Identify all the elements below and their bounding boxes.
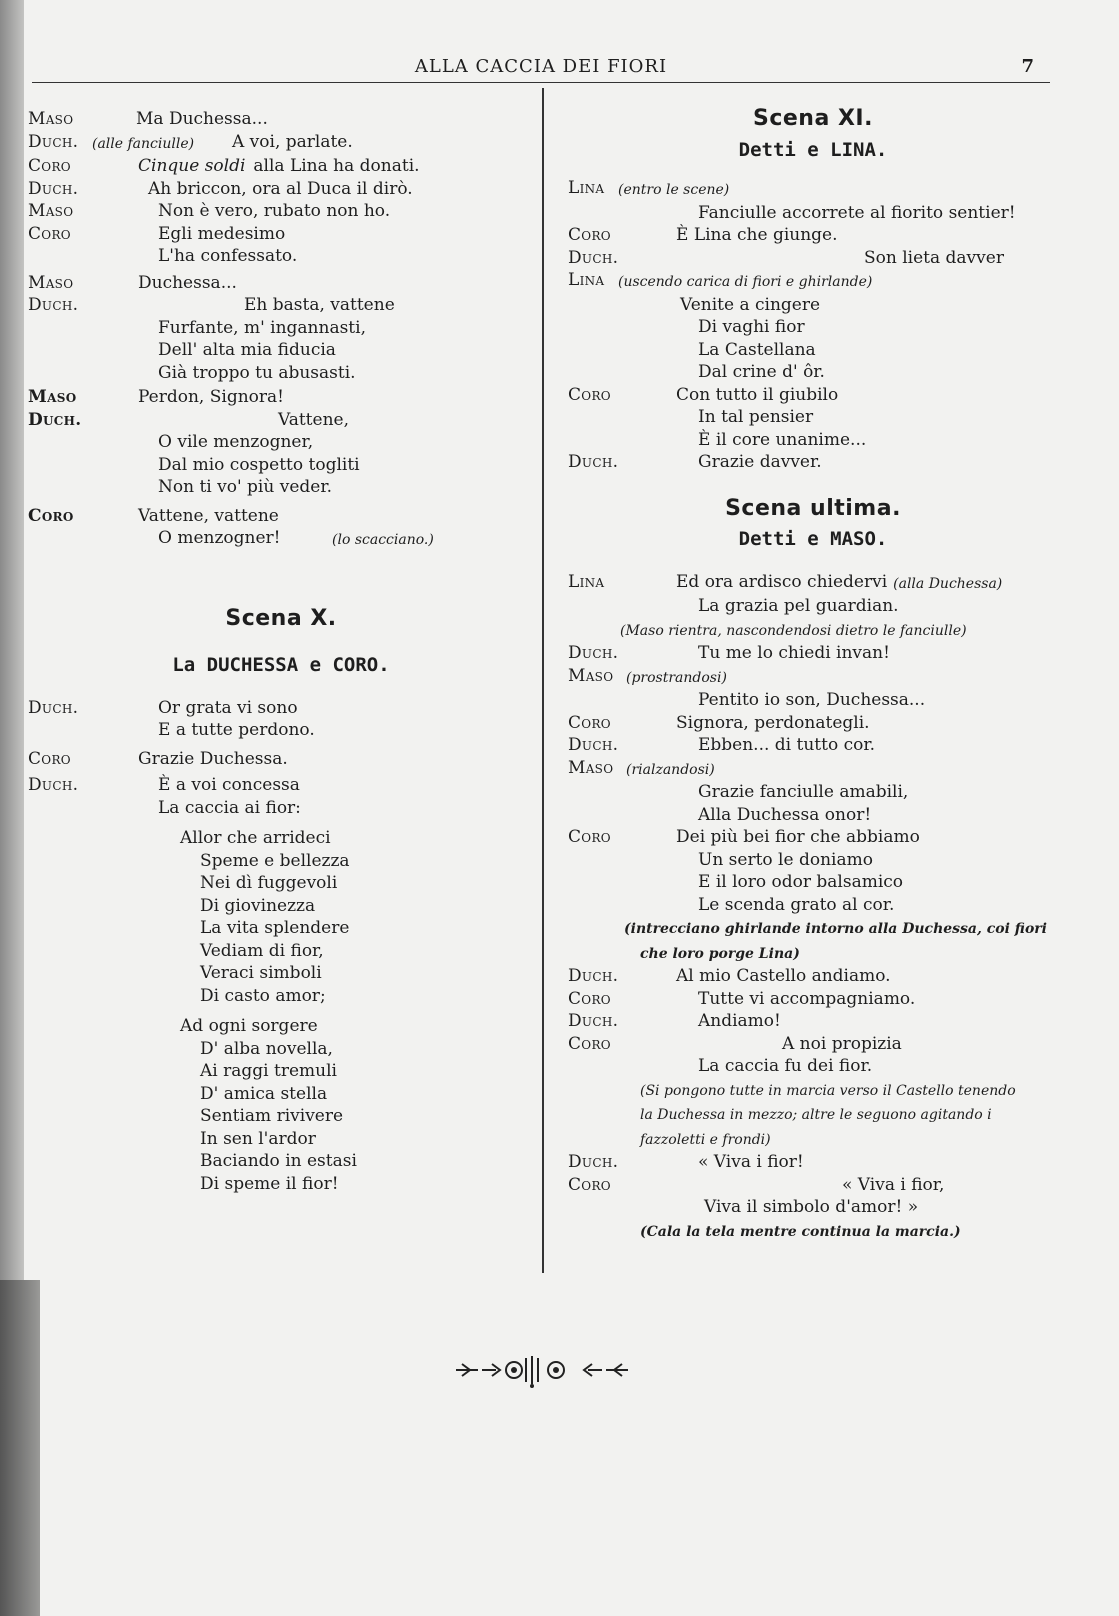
verse: L'ha confessato.	[158, 246, 298, 266]
verse: A noi propizia	[782, 1033, 902, 1054]
verse: Sentiam rivivere	[200, 1106, 344, 1126]
speaker: Maso	[568, 665, 614, 686]
verse: Ed ora ardisco chiedervi	[676, 571, 888, 592]
verse-line	[28, 917, 534, 940]
speaker: Duch.	[568, 643, 619, 663]
verse-line	[28, 872, 534, 895]
speaker: Duch.	[28, 178, 79, 199]
verse: Dei più bei fior che abbiamo	[676, 827, 920, 847]
dialogue-line	[568, 1174, 1058, 1197]
verse: La caccia ai fior:	[158, 797, 301, 818]
verse: La vita splendere	[200, 918, 350, 938]
speaker: Coro	[568, 384, 611, 405]
verse: Ai raggi tremuli	[200, 1061, 337, 1081]
dialogue-line	[568, 451, 1058, 474]
verse: Un serto le doniamo	[698, 849, 873, 870]
verse: Allor che arrideci	[180, 828, 331, 848]
scene-heading: Scena X.	[225, 605, 337, 631]
dialogue-line	[568, 339, 1058, 362]
speaker: Coro	[568, 712, 611, 733]
speaker: Maso	[568, 757, 614, 778]
dialogue-line	[568, 849, 1058, 872]
verse: Dal mio cospetto togliti	[158, 454, 360, 475]
verse: Or grata vi sono	[158, 697, 298, 718]
speaker: Coro	[568, 988, 611, 1009]
verse-line	[28, 962, 534, 985]
dialogue-line	[568, 269, 1058, 294]
speaker: Duch.	[28, 775, 79, 795]
verse: Fanciulle accorrete al fiorito sentier!	[698, 202, 1016, 223]
dialogue-line	[568, 1196, 1058, 1219]
dialogue-line	[28, 386, 534, 409]
verse: Grazie Duchessa.	[138, 748, 288, 769]
verse: La grazia pel guardian.	[698, 596, 899, 616]
stage-direction: (lo scacciano.)	[332, 532, 434, 548]
dialogue-line	[568, 894, 1058, 917]
dialogue-line	[568, 941, 1058, 966]
stage-direction: che loro porge Lina)	[640, 945, 800, 962]
running-title: ALLA CACCIA DEI FIORI	[414, 56, 668, 77]
dialogue-line	[28, 108, 534, 131]
verse: Grazie fanciulle amabili,	[698, 782, 909, 802]
dialogue-line	[568, 202, 1058, 225]
verse: È il core unanime...	[698, 429, 867, 450]
verse: Venite a cingere	[680, 294, 821, 315]
verse: È a voi concessa	[158, 775, 300, 795]
verse-line	[28, 1105, 534, 1128]
dialogue-line	[28, 339, 534, 362]
dialogue-line	[568, 988, 1058, 1011]
speaker: Lina	[568, 178, 605, 198]
left-column	[28, 108, 534, 1195]
verse: Già troppo tu abusasti.	[158, 362, 356, 383]
dialogue-line	[568, 804, 1058, 827]
verse: Ah briccon, ora al Duca il dirò.	[148, 178, 413, 199]
stage-direction: (intrecciano ghirlande intorno alla Duchessa, coi fiori	[624, 921, 1048, 937]
dialogue-line	[568, 916, 1058, 941]
verse: Vattene, vattene	[138, 505, 279, 526]
verse: È Lina che giunge.	[676, 225, 838, 245]
verse-italic: Cinque soldi	[138, 156, 246, 176]
verse: Speme e bellezza	[200, 850, 350, 871]
verse: « Viva i fior!	[698, 1152, 804, 1172]
verse-line	[28, 940, 534, 963]
speaker: Duch.	[28, 295, 79, 315]
speaker: Coro	[28, 748, 71, 769]
stage-direction: (prostrandosi)	[626, 669, 727, 686]
dialogue-line	[568, 871, 1058, 894]
dialogue-line	[28, 774, 534, 797]
page-number: 7	[1021, 56, 1034, 77]
verse: Vattene,	[278, 409, 349, 430]
verse: Tutte vi accompagniamo.	[698, 988, 916, 1009]
dialogue-line	[568, 1055, 1058, 1078]
speaker: Coro	[28, 223, 71, 244]
dialogue-line	[568, 965, 1058, 988]
dialogue-line	[28, 409, 534, 432]
verse: Ma Duchessa...	[136, 109, 268, 129]
verse: Grazie davver.	[698, 452, 822, 472]
verse: E a tutte perdono.	[158, 720, 315, 740]
column-divider	[542, 88, 544, 1273]
speaker: Duch.	[28, 131, 79, 152]
speaker: Maso	[28, 201, 74, 221]
verse: Di speme il fior!	[200, 1173, 339, 1194]
speaker: Coro	[568, 225, 611, 245]
stage-direction: (uscendo carica di fiori e ghirlande)	[618, 274, 873, 290]
verse: Di vaghi fior	[698, 317, 805, 337]
verse: D' amica stella	[200, 1083, 328, 1104]
verse: O menzogner!	[158, 528, 281, 548]
verse: A voi, parlate.	[232, 131, 353, 152]
dialogue-line	[568, 247, 1058, 270]
speaker: Lina	[568, 571, 605, 592]
dialogue-line	[28, 362, 534, 385]
dialogue-line	[28, 797, 534, 820]
verse-line	[28, 850, 534, 873]
verse: E il loro odor balsamico	[698, 872, 904, 892]
verse-line	[28, 1128, 534, 1151]
verse-line	[28, 1173, 534, 1196]
running-header	[32, 56, 1050, 83]
stage-direction: (rialzandosi)	[626, 761, 715, 778]
dialogue-line	[568, 361, 1058, 384]
dialogue-line	[568, 595, 1058, 618]
verse: Di casto amor;	[200, 985, 326, 1006]
verse: Veraci simboli	[200, 963, 322, 983]
scene-subheading: Detti e MASO.	[738, 528, 888, 550]
dialogue-line	[568, 1151, 1058, 1174]
dialogue-line	[28, 245, 534, 268]
verse: O vile menzogner,	[158, 432, 314, 452]
dialogue-line	[568, 1078, 1058, 1103]
verse: Nei dì fuggevoli	[200, 873, 338, 893]
dialogue-line	[28, 527, 534, 552]
dialogue-line	[28, 454, 534, 477]
verse: Duchessa...	[138, 272, 237, 293]
dialogue-line	[568, 294, 1058, 317]
dialogue-line	[28, 131, 534, 156]
verse: Le scenda grato al cor.	[698, 894, 895, 915]
dialogue-line	[568, 712, 1058, 735]
stage-direction: (Si pongono tutte in marcia verso il Castello tenendo	[640, 1082, 1016, 1099]
verse-line	[28, 1038, 534, 1061]
dialogue-line	[568, 177, 1058, 202]
stage-direction: la Duchessa in mezzo; altre le seguono agitando i	[640, 1107, 992, 1123]
dialogue-line	[568, 224, 1058, 247]
verse: In tal pensier	[698, 407, 814, 427]
dialogue-line	[568, 757, 1058, 782]
dialogue-line	[568, 1127, 1058, 1152]
verse-line	[28, 1150, 534, 1173]
dialogue-line	[28, 431, 534, 454]
dialogue-line	[28, 505, 534, 528]
speaker: Duch.	[568, 247, 619, 268]
fleuron-ornament-icon	[452, 1352, 632, 1388]
verse-line	[28, 1060, 534, 1083]
verse: alla Lina ha donati.	[253, 156, 420, 176]
stage-direction: fazzoletti e frondi)	[640, 1131, 771, 1148]
verse: Alla Duchessa onor!	[698, 804, 872, 825]
dialogue-line	[28, 317, 534, 340]
dialogue-line	[28, 697, 534, 720]
dialogue-line	[28, 155, 534, 178]
dialogue-line	[28, 178, 534, 201]
speaker: Coro	[568, 1174, 611, 1195]
dialogue-line	[568, 1033, 1058, 1056]
speaker: Duch.	[568, 1152, 619, 1172]
dialogue-line	[568, 689, 1058, 712]
dialogue-line	[568, 1010, 1058, 1033]
scene-heading: Scena XI.	[753, 106, 873, 131]
verse: La caccia fu dei fior.	[698, 1056, 873, 1076]
right-column	[568, 108, 1058, 1243]
verse: Furfante, m' ingannasti,	[158, 317, 366, 338]
scene-subheading: La DUCHESSA e CORO.	[172, 654, 390, 676]
verse: Egli medesimo	[158, 223, 286, 244]
verse: Con tutto il giubilo	[676, 384, 839, 405]
speaker: Duch.	[568, 735, 619, 755]
verse-line	[28, 895, 534, 918]
dialogue-line	[568, 826, 1058, 849]
dialogue-line	[568, 429, 1058, 452]
dialogue-line	[28, 719, 534, 742]
dialogue-line	[568, 781, 1058, 804]
dialogue-line	[568, 406, 1058, 429]
verse: « Viva i fior,	[842, 1174, 945, 1195]
speaker: Coro	[568, 827, 611, 847]
dialogue-line	[28, 476, 534, 499]
verse: Son lieta davver	[864, 247, 1004, 268]
dialogue-line	[568, 642, 1058, 665]
verse: D' alba novella,	[200, 1038, 333, 1059]
speaker: Lina	[568, 270, 605, 290]
verse: La Castellana	[698, 339, 816, 360]
verse: Perdon, Signora!	[138, 387, 284, 407]
speaker: Maso	[28, 272, 74, 293]
speaker: Duch.	[568, 452, 619, 472]
verse: Al mio Castello andiamo.	[676, 966, 891, 986]
dialogue-line	[28, 748, 534, 771]
speaker: Duch.	[28, 697, 79, 718]
dialogue-line	[28, 200, 534, 223]
dialogue-line	[568, 571, 1058, 596]
speaker: Duch.	[568, 1011, 619, 1031]
dialogue-line	[568, 1102, 1058, 1127]
speaker: Coro	[28, 505, 74, 526]
dialogue-line	[568, 316, 1058, 339]
verse: Tu me lo chiedi invan!	[698, 643, 890, 663]
dialogue-line	[28, 223, 534, 246]
dialogue-line	[568, 618, 1058, 643]
dialogue-line	[28, 294, 534, 317]
verse: Viva il simbolo d'amor! »	[704, 1197, 919, 1217]
verse: Non ti vo' più veder.	[158, 477, 332, 497]
stage-direction: (Cala la tela mentre continua la marcia.)	[640, 1223, 961, 1240]
verse-line	[28, 1015, 534, 1038]
scene-heading: Scena ultima.	[725, 495, 901, 521]
verse: Pentito io son, Duchessa...	[698, 690, 926, 710]
verse-line	[28, 985, 534, 1008]
verse: In sen l'ardor	[200, 1128, 316, 1149]
verse: Ebben... di tutto cor.	[698, 735, 876, 755]
speaker: Coro	[568, 1033, 611, 1054]
dialogue-line	[568, 665, 1058, 690]
verse: Vediam di fior,	[200, 940, 324, 961]
stage-direction: (Maso rientra, nascondendosi dietro le fanciulle)	[620, 622, 967, 639]
verse: Dal crine d' ôr.	[698, 362, 825, 382]
speaker: Duch.	[568, 966, 619, 986]
speaker: Maso	[28, 109, 74, 129]
verse: Dell' alta mia fiducia	[158, 340, 336, 360]
verse: Di giovinezza	[200, 895, 316, 916]
stage-direction: (entro le scene)	[618, 182, 730, 198]
verse: Ad ogni sorgere	[180, 1016, 318, 1036]
stage-direction: (alla Duchessa)	[893, 575, 1003, 592]
verse: Andiamo!	[698, 1011, 781, 1031]
scene-subheading: Detti e LINA.	[738, 138, 888, 161]
dialogue-line	[568, 734, 1058, 757]
speaker: Maso	[28, 387, 77, 407]
verse: Signora, perdonategli.	[676, 712, 870, 733]
speaker: Coro	[28, 156, 71, 176]
stage-direction: (alle fanciulle)	[92, 135, 195, 152]
dialogue-line	[568, 384, 1058, 407]
speaker: Duch.	[28, 409, 82, 430]
verse-line	[28, 1083, 534, 1106]
verse: Non è vero, rubato non ho.	[158, 201, 391, 221]
verse: Baciando in estasi	[200, 1151, 357, 1171]
dialogue-line	[28, 272, 534, 295]
verse-line	[28, 827, 534, 850]
verse: Eh basta, vattene	[244, 295, 395, 315]
dialogue-line	[568, 1219, 1058, 1244]
